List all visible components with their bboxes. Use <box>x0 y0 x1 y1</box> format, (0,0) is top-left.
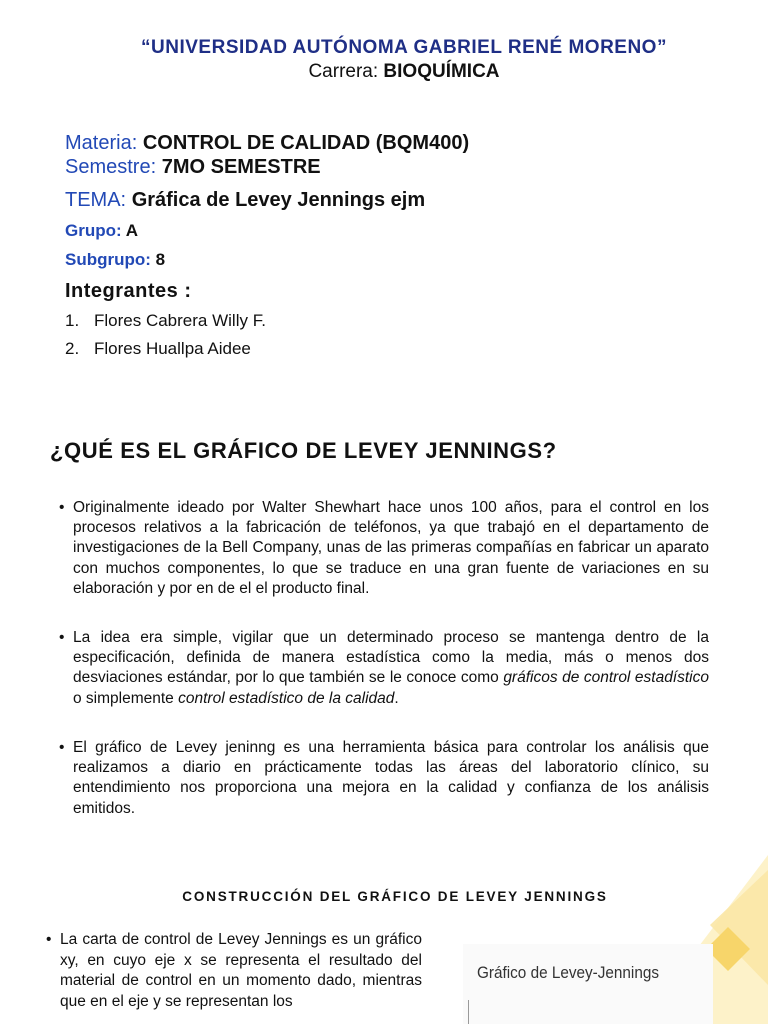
career-label: Carrera: <box>308 61 379 82</box>
tema-value: Gráfica de Levey Jennings ejm <box>131 189 426 211</box>
italic-term: gráficos de control estadístico <box>503 669 709 687</box>
member-name: Flores Huallpa Aidee <box>94 339 251 358</box>
grupo-label: Grupo: <box>65 221 122 240</box>
member-number: 2. <box>65 339 80 358</box>
tema-label: TEMA: <box>65 189 127 211</box>
bullet-icon: • <box>46 931 52 948</box>
paragraph-bullet-2 <box>59 628 709 709</box>
paragraph-bullet-1 <box>59 498 709 599</box>
chart-title: Gráfico de Levey-Jennings <box>477 963 660 982</box>
subgrupo-value: 8 <box>155 250 166 269</box>
semestre-row <box>65 156 321 179</box>
chart-axis-line <box>468 1000 469 1024</box>
subgrupo-label: Subgrupo: <box>65 250 151 269</box>
member-name: Flores Cabrera Willy F. <box>94 311 266 330</box>
list-item <box>65 311 266 339</box>
bullet-text-part: . <box>394 689 399 707</box>
bullet-text <box>73 628 709 709</box>
semestre-value: 7MO SEMESTRE <box>161 156 321 178</box>
bullet-text: El gráfico de Levey jeninng es una herramienta básica para controlar los análisis que realizamos a diario en prácticamente todas las áreas del laboratorio clínico, su entendimiento nos proporciona una mejora en la calidad y confianza de los análisis emitidos. <box>73 739 709 817</box>
bullet-text: Originalmente ideado por Walter Shewhart hace unos 100 años, para el control en los procesos relativos a la fabricación de teléfonos, ya que trabajó en el departamento de investigaciones de la Bell Company, unas de las primeras compañías en fabricar un aparato con muchos componentes, lo que se traduce en una gran fuente de variaciones en su elaboración y por en de el el producto final. <box>73 499 709 597</box>
subgrupo-row <box>65 250 165 270</box>
bullet-text: La carta de control de Levey Jennings es un gráfico xy, en cuyo eje x se representa el resultado del material de control en un momento dado, mientras que en el eje y se representan los <box>60 931 422 1010</box>
chart-preview <box>463 944 713 1024</box>
integrantes-heading: Integrantes : <box>65 280 192 302</box>
list-item <box>65 339 266 367</box>
members-list <box>65 311 266 367</box>
bullet-text-part: o simplemente <box>73 689 179 707</box>
paragraph-bullet-construccion <box>46 930 422 1012</box>
bullet-icon: • <box>59 499 65 516</box>
university-name: “UNIVERSIDAD AUTÓNOMA GABRIEL RENÉ MORENO” <box>141 37 667 58</box>
career-value: BIOQUÍMICA <box>383 61 500 82</box>
bullet-text-part: La idea era simple, vigilar que un determinado proceso se mantenga dentro de la especificación, definida de manera estadística como la media, más o menos dos desviaciones estándar, por lo que también se le conoce como <box>73 629 709 687</box>
materia-label: Materia: <box>65 132 138 154</box>
bullet-icon: • <box>59 739 65 756</box>
grupo-value: A <box>125 221 139 240</box>
section-heading-que-es: ¿QUÉ ES EL GRÁFICO DE LEVEY JENNINGS? <box>50 438 557 463</box>
section-heading-construccion: CONSTRUCCIÓN DEL GRÁFICO DE LEVEY JENNINGS <box>182 889 608 904</box>
materia-row <box>65 132 469 155</box>
italic-term: control estadístico de la calidad <box>178 689 395 707</box>
grupo-row <box>65 221 138 241</box>
paragraph-bullet-3 <box>59 738 709 819</box>
semestre-label: Semestre: <box>65 156 157 178</box>
member-number: 1. <box>65 311 80 330</box>
career-line <box>0 61 768 83</box>
bullet-icon: • <box>59 629 65 646</box>
tema-row <box>65 189 425 212</box>
materia-value: CONTROL DE CALIDAD (BQM400) <box>142 132 470 154</box>
